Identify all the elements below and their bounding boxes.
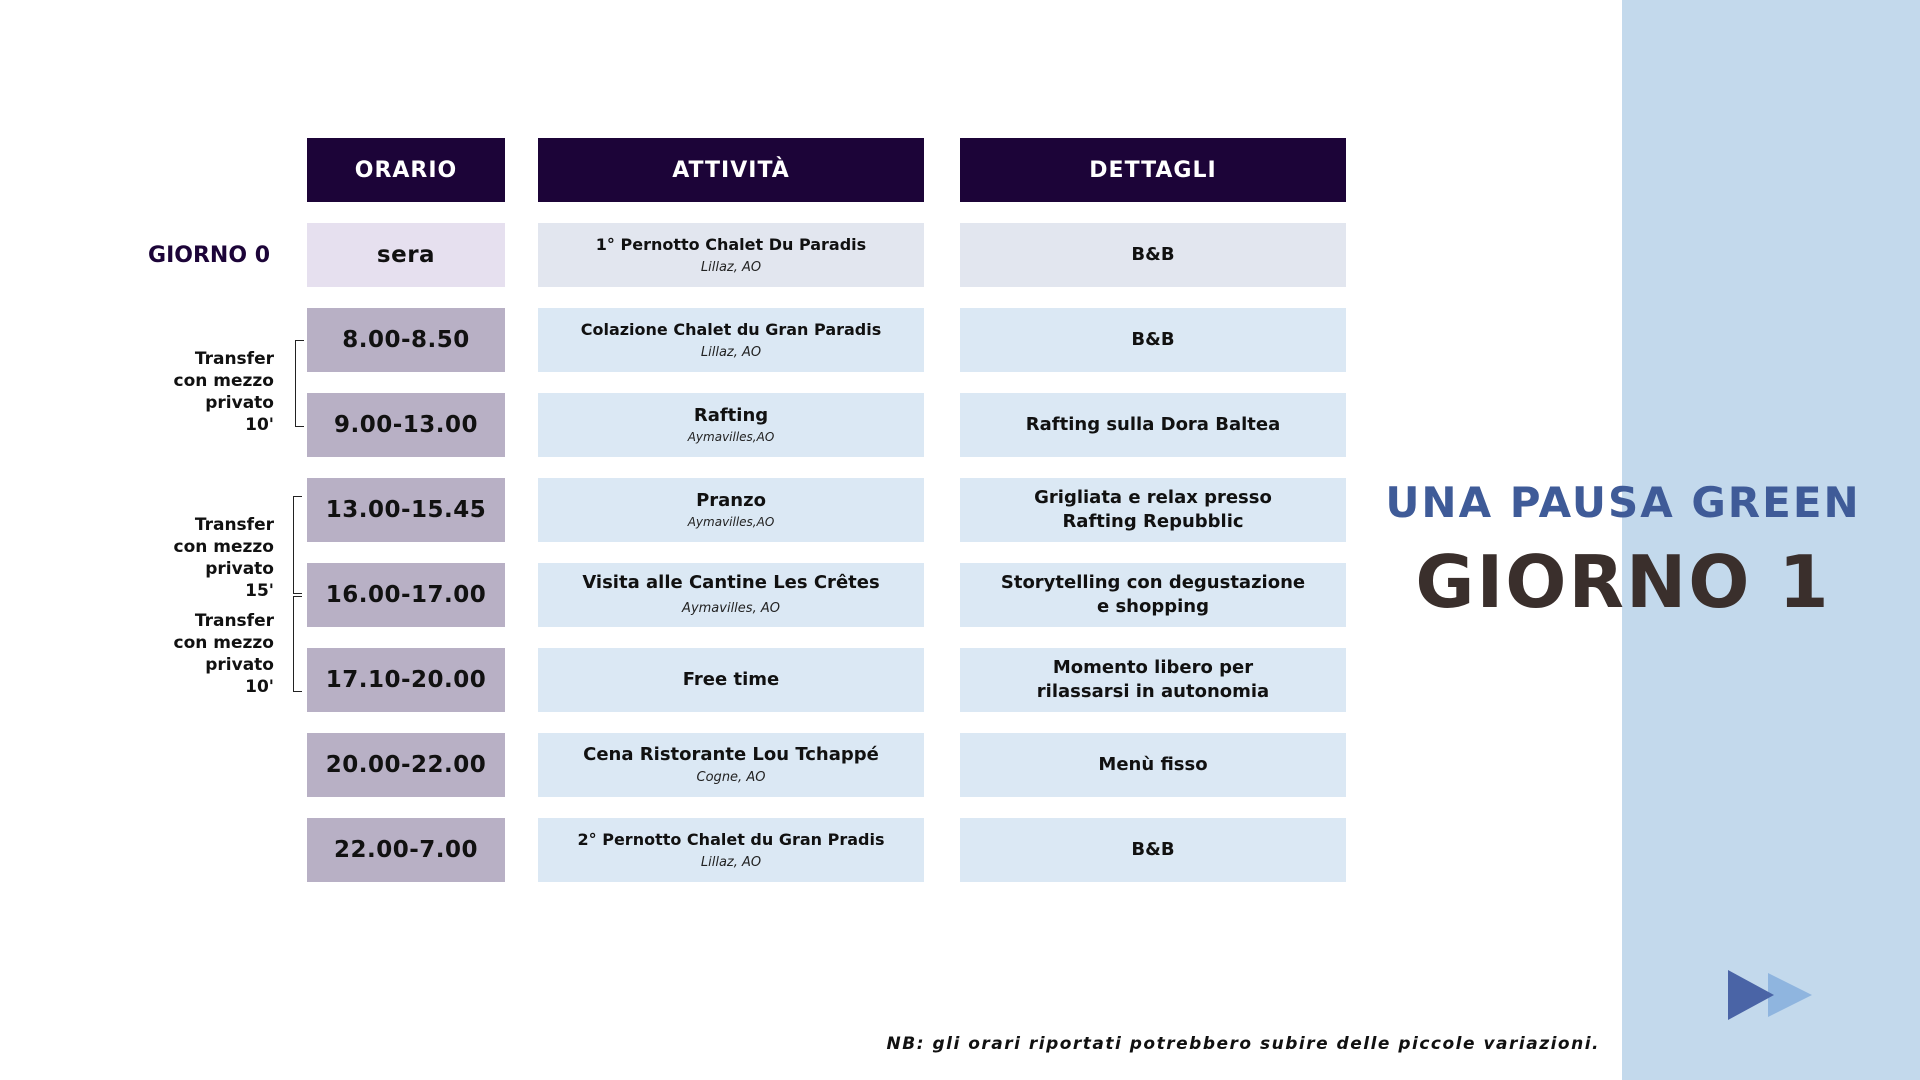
- time-cell: 16.00-17.00: [307, 563, 505, 627]
- time-cell: 13.00-15.45: [307, 478, 505, 542]
- footnote: NB: gli orari riportati potrebbero subire delle piccole variazioni.: [886, 1034, 1600, 1054]
- activity-name: 2° Pernotto Chalet du Gran Pradis: [577, 829, 885, 849]
- transfer-mode: con mezzo privato: [173, 371, 274, 413]
- transfer-bracket: [293, 496, 302, 594]
- activity-name: Visita alle Cantine Les Crêtes: [582, 572, 880, 593]
- activity-cell: [538, 733, 924, 797]
- activity-location: Cogne, AO: [696, 769, 766, 785]
- activity-cell: [538, 478, 924, 542]
- transfer-duration: 10': [245, 415, 274, 435]
- activity-name: Colazione Chalet du Gran Paradis: [580, 319, 882, 339]
- activity-cell: [538, 818, 924, 882]
- details-cell: Momento libero per rilassarsi in autonomia: [960, 648, 1346, 712]
- activity-name: Cena Ristorante Lou Tchappé: [583, 743, 879, 765]
- activity-cell: [538, 648, 924, 712]
- subtitle: UNA PAUSA GREEN: [1385, 478, 1861, 527]
- header-dettagli: DETTAGLI: [960, 138, 1346, 202]
- activity-name: 1° Pernotto Chalet Du Paradis: [595, 234, 867, 254]
- details-cell: Rafting sulla Dora Baltea: [960, 393, 1346, 457]
- activity-location: Aymavilles, AO: [682, 601, 780, 616]
- transfer-bracket: [293, 596, 302, 692]
- details-cell: Menù fisso: [960, 733, 1346, 797]
- activity-cell: [538, 563, 924, 627]
- transfer-note: [104, 514, 274, 602]
- transfer-mode: con mezzo privato: [173, 633, 274, 675]
- page-title: GIORNO 1: [1415, 540, 1831, 624]
- time-cell: 8.00-8.50: [307, 308, 505, 372]
- transfer-duration: 15': [245, 581, 274, 601]
- transfer-bracket: [295, 340, 304, 427]
- activity-location: Lillaz, AO: [700, 259, 762, 275]
- transfer-note: [104, 348, 274, 436]
- details-cell: B&B: [960, 223, 1346, 287]
- details-cell: Grigliata e relax presso Rafting Repubblic: [960, 478, 1346, 542]
- details-cell: B&B: [960, 308, 1346, 372]
- details-cell: Storytelling con degustazione e shopping: [960, 563, 1346, 627]
- activity-cell: [538, 308, 924, 372]
- header-orario: ORARIO: [307, 138, 505, 202]
- activity-name: Rafting: [693, 404, 769, 426]
- time-cell: 9.00-13.00: [307, 393, 505, 457]
- activity-cell: [538, 393, 924, 457]
- transfer-title: Transfer: [194, 611, 274, 631]
- transfer-title: Transfer: [194, 349, 274, 369]
- transfer-title: Transfer: [194, 515, 274, 535]
- day0-label: GIORNO 0: [148, 243, 270, 268]
- activity-location: Lillaz, AO: [700, 344, 762, 360]
- details-cell: B&B: [960, 818, 1346, 882]
- activity-name: Free time: [682, 669, 780, 690]
- time-cell: sera: [307, 223, 505, 287]
- header-attivita: ATTIVITÀ: [538, 138, 924, 202]
- transfer-duration: 10': [245, 677, 274, 697]
- activity-location: Lillaz, AO: [700, 854, 762, 870]
- time-cell: 22.00-7.00: [307, 818, 505, 882]
- double-arrow-right-icon[interactable]: [1728, 970, 1812, 1020]
- transfer-mode: con mezzo privato: [173, 537, 274, 579]
- transfer-note: [104, 610, 274, 698]
- time-cell: 17.10-20.00: [307, 648, 505, 712]
- activity-location: Aymavilles,AO: [687, 514, 775, 529]
- activity-name: Pranzo: [696, 489, 766, 511]
- activity-cell: [538, 223, 924, 287]
- activity-location: Aymavilles,AO: [687, 429, 775, 444]
- time-cell: 20.00-22.00: [307, 733, 505, 797]
